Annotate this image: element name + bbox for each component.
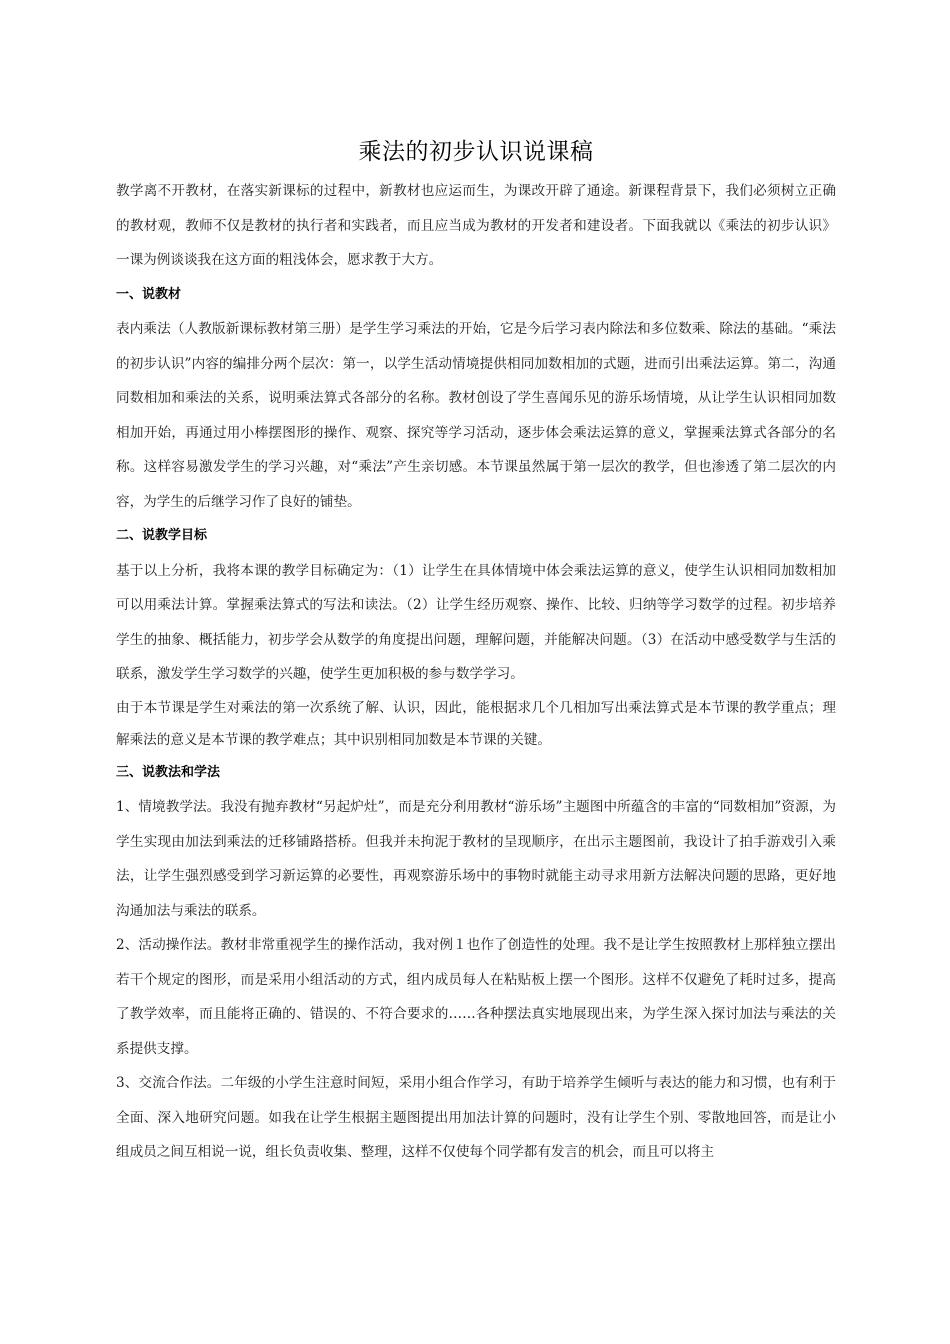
document-body (116, 130, 836, 1170)
key-points-paragraph: 由于本节课是学生对乘法的第一次系统了解、认识，因此，能根据求几个几相加写出乘法算式是本节课的教学重点；理解乘法的意义是本节课的教学难点；其中识别相同加数是本节课的关键。 (116, 699, 836, 748)
method-activity-paragraph: 2、活动操作法。教材非常重视学生的操作活动，我对例１也作了创造性的处理。我不是让学生按照教材上那样独立摆出若干个规定的图形，而是采用小组活动的方式，组内成员每人在粘贴板上摆一个图形。这样不仅避免了耗时过多，提高了教学效率，而且能将正确的、错误的、不符合要求的……各种摆法真实地展现出来，为学生深入探讨加法与乘法的关系提供支撑。 (116, 937, 836, 1057)
section-heading-methods: 三、说教法和学法 (116, 764, 221, 780)
document-title: 乘法的初步认识说课稿 (358, 139, 594, 165)
objectives-paragraph: 基于以上分析，我将本课的教学目标确定为：（1）让学生在具体情境中体会乘法运算的意义，使学生认识相同加数相加可以用乘法计算。掌握乘法算式的写法和读法。（2）让学生经历观察、操作、比较、归纳等学习数学的过程。初步培养学生的抽象、概括能力，初步学会从数学的角度提出问题，理解问题，并能解决问题。（3）在活动中感受数学与生活的联系，激发学生学习数学的兴趣，使学生更加积极的参与数学学习。 (116, 562, 836, 682)
method-situational-paragraph: 1、情境教学法。我没有抛弃教材“另起炉灶”，而是充分利用教材“游乐场”主题图中所蕴含的丰富的“同数相加”资源，为学生实现由加法到乘法的迁移铺路搭桥。但我并未拘泥于教材的呈现顺序，在出示主题图前，我设计了拍手游戏引入乘法，让学生强烈感受到学习新运算的必要性，再观察游乐场中的事物时就能主动寻求用新方法解决问题的思路，更好地沟通加法与乘法的联系。 (116, 799, 836, 919)
section-heading-textbook: 一、说教材 (116, 286, 182, 302)
method-cooperation-paragraph: 3、交流合作法。二年级的小学生注意时间短，采用小组合作学习，有助于培养学生倾听与表达的能力和习惯，也有利于全面、深入地研究问题。如我在让学生根据主题图提出用加法计算的问题时，没有让学生个别、零散地回答，而是让小组成员之间互相说一说，组长负责收集、整理，这样不仅使每个同学都有发言的机会，而且可以将主 (116, 1075, 836, 1160)
section-heading-objectives: 二、说教学目标 (116, 528, 208, 543)
textbook-paragraph: 表内乘法（人教版新课标教材第三册）是学生学习乘法的开始，它是今后学习表内除法和多位数乘、除法的基础。“乘法的初步认识”内容的编排分两个层次：第一，以学生活动情境提供相同加数相加的式题，进而引出乘法运算。第二，沟通同数相加和乘法的关系，说明乘法算式各部分的名称。教材创设了学生喜闻乐见的游乐场情境，从让学生认识相同加数相加开始，再通过用小棒摆图形的操作、观察、探究等学习活动，逐步体会乘法运算的意义，掌握乘法算式各部分的名称。这样容易激发学生的学习兴趣，对“乘法”产生亲切感。本节课虽然属于第一层次的教学，但也渗透了第二层次的内容，为学生的后继学习作了良好的铺垫。 (116, 321, 836, 510)
intro-paragraph: 教学离不开教材，在落实新课标的过程中，新教材也应运而生，为课改开辟了通途。新课程背景下，我们必须树立正确的教材观，教师不仅是教材的执行者和实践者，而且应当成为教材的开发者和建设者。下面我就以《乘法的初步认识》一课为例谈谈我在这方面的粗浅体会，愿求教于大方。 (116, 183, 836, 268)
